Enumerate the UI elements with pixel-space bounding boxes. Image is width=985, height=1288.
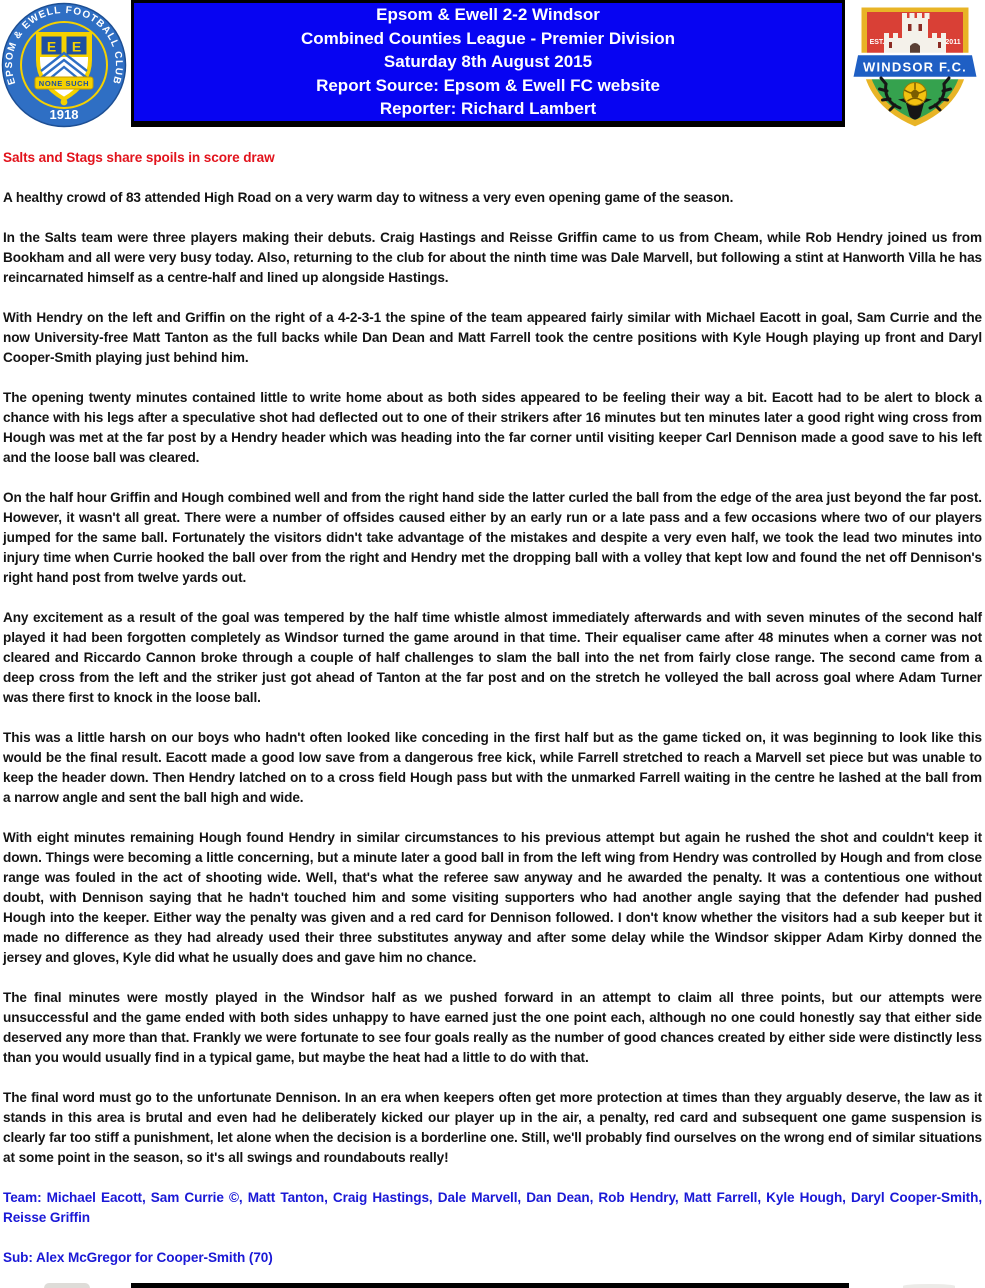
report-paragraph: On the half hour Griffin and Hough combined well and from the right hand side the latter curled the ball from the edge of the area just beyond the far post. However, it wasn't all great. There were a number of offsides caused either by an early run or a late pass and a few occasions where two of our players jumped for the same ball. Fortunately the visitors didn't take advantage of the mistakes and despite a very even half, we took the lead two minutes into injury time when Currie hooked the ball over from the right and Hendry met the dropping ball with a volley that kept low and found the net off Dennison's right hand post from twelve yards out. — [3, 490, 982, 585]
epsom-ewell-crest-icon — [0, 0, 130, 131]
epsom-tassel-icon — [61, 99, 68, 106]
next-banner-edge — [131, 1283, 849, 1288]
epsom-motto-scroll-icon — [35, 77, 93, 89]
windsor-ribbon-icon — [852, 54, 978, 78]
report-body — [3, 148, 982, 1268]
league-name: Combined Counties League - Premier Division — [300, 28, 676, 48]
report-paragraph: Any excitement as a result of the goal was tempered by the half time whistle almost immediately afterwards and with seven minutes of the second half played it had been forgotten completely as Windsor turned the game around in that time. Their equaliser came after 48 minutes when a corner was not cleared and Riccardo Cannon broke through a couple of half challenges to slam the ball into the net from fairly close range. The second came from a deep cross from the left and the striker just got ahead of Tanton at the far post and on the stretch he volleyed the ball across goal where Adam Turner was there first to knock in the loose ball. — [3, 610, 982, 705]
windsor-est-label: EST. — [869, 39, 885, 46]
epsom-founding-year: 1918 — [49, 107, 79, 122]
report-paragraph: The opening twenty minutes contained little to write home about as both sides appeared to be feeling their way a bit. Eacott had to be alert to block a chance with his legs after a speculative shot had deflected out to one of their strikers after 16 minutes but ten minutes later a good right wing cross from Hough was met at the far post by a Hendry header which was heading into the far corner until visiting keeper Carl Dennison made a good save to his left and the loose ball was cleared. — [3, 390, 982, 465]
next-crest-edge-right — [903, 1284, 955, 1288]
report-source: Report Source: Epsom & Ewell FC website — [316, 75, 660, 95]
report-paragraph: In the Salts team were three players making their debuts. Craig Hastings and Reisse Griffin came to us from Cheam, while Rob Hendry joined us from Bookham and all were very busy today. Also, returning to the club for about the ninth time was Dale Marvell, but following a stint at Hanworth Villa he has reincarnated himself as a centre-half and lined up alongside Hastings. — [3, 230, 982, 285]
windsor-ribbon-text: WINDSOR F.C. — [863, 59, 967, 75]
epsom-motto-text: NONE SUCH — [38, 79, 90, 88]
windsor-logo — [848, 0, 982, 134]
match-title: Epsom & Ewell 2-2 Windsor — [376, 5, 600, 25]
report-headline: Salts and Stags share spoils in score draw — [3, 150, 275, 165]
epsom-shield-letter-left: E — [46, 38, 57, 55]
next-crest-edge-left — [44, 1283, 90, 1288]
report-paragraph: With Hendry on the left and Griffin on the right of a 4-2-3-1 the spine of the team appeared fairly similar with Michael Eacott in goal, Sam Currie and the now University-free Matt Tanton as the full backs while Dan Dean and Matt Farrell took the centre positions with Kyle Hough playing up front and Daryl Cooper-Smith playing just behind him. — [3, 310, 982, 365]
reporter-name: Reporter: Richard Lambert — [379, 99, 597, 119]
report-paragraph: This was a little harsh on our boys who hadn't often looked like conceding in the first half but as the game ticked on, it was beginning to look like this would be the final result. Eacott made a good low save from a dangerous free kick, while Farrell stretched to reach a Marvell set piece but was unable to keep the header down. Then Hendry latched on to a cross field Hough pass but with the unmarked Farrell waiting in the centre he lashed at the ball from a narrow angle and sent the ball high and wide. — [3, 730, 982, 805]
report-paragraph: A healthy crowd of 83 attended High Road on a very warm day to witness a very even opening game of the season. — [3, 190, 734, 205]
football-icon — [904, 83, 927, 106]
report-paragraph: With eight minutes remaining Hough found Hendry in similar circumstances to his previous attempt but again he rushed the shot and couldn't keep it down. Things were becoming a little concerning, but a minute later a good ball in from the left wing from Hendry was controlled by Hough and from close range was fouled in the act of shooting wide. Well, that's what the referee saw anyway and he awarded the penalty. It was a contentious one without doubt, with Dennison saying that he hadn't touched him and some visiting supporters who had another angle saying that the defender had pushed Hough into the keeper. Either way the penalty was given and a red card for Dennison followed. I don't know whether the visitors had a sub keeper but it made no difference as they had already used their three substitutes anyway and after some delay while the Windsor skipper Adam Kirby donned the jersey and gloves, Kyle did what he usually does and gave him no chance. — [3, 830, 982, 965]
match-date: Saturday 8th August 2015 — [383, 52, 593, 72]
epsom-shield-letter-right: E — [71, 38, 82, 55]
windsor-est-year: 2011 — [945, 39, 961, 46]
report-paragraph: The final minutes were mostly played in the Windsor half as we pushed forward in an attempt to claim all three points, but our attempts were unsuccessful and the game ended with both sides unhappy to have earned just the one point each, although no one could honestly say that either side deserved any more than that. Frankly we were fortunate to see four goals really as the number of good chances created by either side were distinctly less than you would usually find in a typical game, but maybe the heat had a little to do with that. — [3, 990, 982, 1065]
team-list: Team: Michael Eacott, Sam Currie ©, Matt Tanton, Craig Hastings, Dale Marvell, Dan Dean, Rob Hendry, Matt Farrell, Kyle Hough, Daryl Cooper-Smith, Reisse Griffin — [3, 1190, 982, 1225]
match-header-banner — [131, 0, 845, 127]
epsom-ring-text: EPSOM & EWELL FOOTBALL CLUB — [3, 4, 125, 86]
substitutes-line: Sub: Alex McGregor for Cooper-Smith (70) — [3, 1250, 273, 1265]
windsor-crest-icon — [848, 0, 982, 134]
epsom-ewell-logo — [0, 0, 130, 131]
report-paragraph: The final word must go to the unfortunate Dennison. In an era when keepers often get more protection at times than they arguably deserve, the law as it stands in this area is brutal and even had he deliberately kicked our player up in the air, a penalty, red card and subsequent one game suspension is clearly far too stiff a punishment, let alone when the decision is a borderline one. Still, we'll probably find ourselves on the wrong end of similar situations at some point in the season, so it's all swings and roundabouts really! — [3, 1090, 982, 1165]
